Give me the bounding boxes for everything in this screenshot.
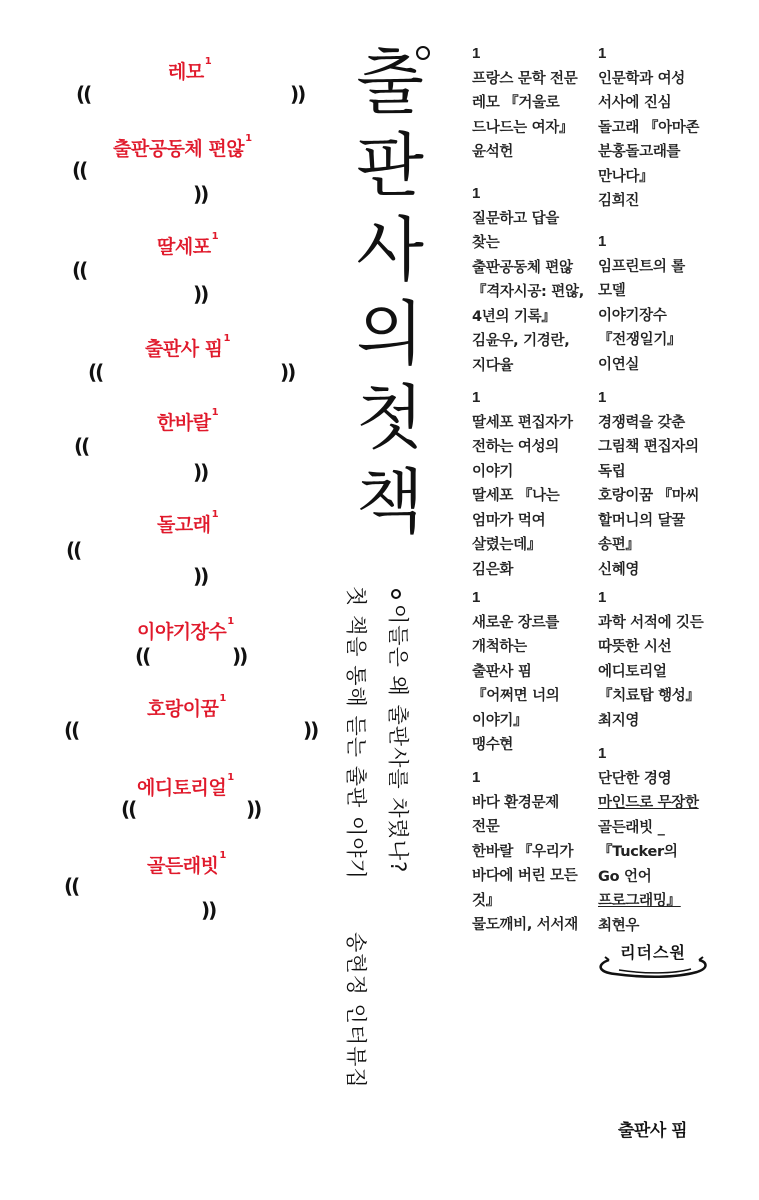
- open-bracket: ((: [64, 874, 79, 898]
- entry-line: 찾는: [472, 235, 500, 251]
- close-bracket: )): [290, 82, 305, 106]
- entry-line: 것』: [472, 892, 500, 909]
- title-char: 사: [356, 209, 424, 291]
- entry-line: 에디토리얼: [598, 663, 667, 680]
- entry-line: 이야기』: [472, 712, 528, 729]
- entry-line: 바다 환경문제: [472, 794, 559, 811]
- entry-line: 이연실: [598, 356, 640, 373]
- entry-line: 지다율: [472, 357, 514, 374]
- entry-line: 신혜영: [598, 561, 640, 578]
- entry-line: 『전쟁일기』: [598, 332, 682, 348]
- entry: [472, 386, 573, 582]
- entry-line: 호랑이꿈 『마씨: [598, 488, 700, 504]
- subtitle-dot-icon: [391, 589, 401, 599]
- open-bracket: ((: [66, 538, 81, 562]
- entry-line: 새로운 장르를: [472, 614, 559, 631]
- entry-line: 윤석헌: [472, 144, 514, 160]
- entry-number: 1: [472, 769, 481, 786]
- entry-line: 프로그래밍』: [598, 893, 681, 909]
- title-char: 출: [356, 41, 424, 123]
- entry-line: 과학 서적에 깃든: [598, 614, 704, 631]
- entry-number: 1: [472, 389, 481, 406]
- entry-line: 전하는 여성의: [472, 439, 559, 455]
- entry-line: 할머니의 달꿀: [598, 512, 685, 529]
- entry-line: 마인드로 무장한: [598, 795, 699, 811]
- open-bracket: ((: [64, 718, 79, 742]
- close-bracket: )): [201, 898, 216, 922]
- entry-line: 서사에 진심: [598, 95, 672, 111]
- close-bracket: )): [303, 718, 318, 742]
- entry-line: 전문: [472, 819, 500, 835]
- publisher-label: 레모$^1$: [168, 56, 212, 83]
- swoosh-icon: [595, 954, 713, 980]
- entry-line: 질문하고 답을: [472, 210, 559, 227]
- close-bracket: )): [193, 182, 208, 206]
- entry-line: 그림책 편집자의: [598, 439, 699, 455]
- subtitle-line-2: 첫 책을 통해 듣는 출판 이야기: [344, 586, 368, 880]
- entry-number: 1: [598, 233, 607, 250]
- publisher-label: 딸세포$^1$: [157, 231, 219, 258]
- publisher-label: 한바랄$^1$: [157, 407, 219, 434]
- entry-line: 맹수현: [472, 737, 514, 753]
- entry-line: 레모 『거울로: [472, 95, 560, 111]
- entry: [598, 386, 699, 582]
- close-bracket: )): [193, 564, 208, 588]
- entry-line: 송편』: [598, 537, 640, 553]
- entry: [598, 586, 703, 733]
- entry-number: 1: [598, 745, 607, 762]
- entry-line: 개척하는: [472, 639, 527, 655]
- publisher-label: 이야기장수$^1$: [137, 616, 234, 643]
- entry-line: 『Tucker의: [598, 844, 678, 860]
- entry-number: 1: [598, 45, 607, 62]
- entry-line: 딸세포 편집자가: [472, 414, 573, 431]
- publisher-label: 돌고래$^1$: [157, 509, 219, 536]
- entry: [598, 230, 685, 377]
- close-bracket: )): [246, 797, 261, 821]
- entry-number: 1: [472, 45, 481, 62]
- publisher-label: 출판공동체 편않$^1$: [113, 133, 252, 160]
- open-bracket: ((: [72, 158, 87, 182]
- entry-number: 1: [472, 185, 481, 202]
- imprint-logo-text: 리더스원: [620, 943, 686, 962]
- open-bracket: ((: [74, 434, 89, 458]
- publisher-logo: 출판사 핌: [618, 1121, 688, 1141]
- entry-line: 만나다』: [598, 168, 654, 185]
- entry-number: 1: [472, 589, 481, 606]
- entry-line: 『격자시공: 편않,: [472, 284, 584, 300]
- title-char: 의: [356, 293, 424, 375]
- publisher-label: 호랑이꿈$^1$: [147, 693, 226, 720]
- entry-line: 바다에 버린 모든: [472, 868, 578, 884]
- entry-line: 물도깨비, 서서재: [472, 917, 578, 933]
- entry-line: 경쟁력을 갖춘: [598, 414, 685, 431]
- entry: [472, 42, 577, 165]
- entry-line: 드나드는 여자』: [472, 119, 574, 136]
- entry-line: 김윤우, 기경란,: [472, 333, 570, 349]
- title-char: 판: [356, 125, 424, 207]
- entry-line: 임프린트의 롤: [598, 258, 685, 275]
- title-char: 첫: [356, 377, 424, 459]
- entry-line: 김은화: [472, 561, 514, 578]
- publisher-label: 골든래빗$^1$: [147, 850, 226, 877]
- entry: [472, 586, 559, 758]
- book-title: [345, 40, 435, 544]
- open-bracket: ((: [88, 360, 103, 384]
- publisher-label: 에디토리얼$^1$: [137, 772, 234, 799]
- close-bracket: )): [193, 282, 208, 306]
- entry-line: 독립: [598, 463, 626, 480]
- close-bracket: )): [193, 460, 208, 484]
- entry: [598, 742, 699, 938]
- entry-line: 출판공동체 편않: [472, 259, 573, 276]
- entry-line: 따뜻한 시선: [598, 639, 672, 655]
- entry-line: 모델: [598, 283, 626, 299]
- entry-line: 『어쩌면 너의: [472, 688, 560, 704]
- publisher-label: 출판사 핌$^1$: [145, 333, 230, 360]
- entry: [472, 766, 578, 938]
- open-bracket: ((: [72, 258, 87, 282]
- entry-line: 프랑스 문학 전문: [472, 70, 578, 87]
- entry: [598, 42, 699, 214]
- entry-line: 『치료탑 행성』: [598, 688, 700, 704]
- entry-line: 김희진: [598, 193, 640, 209]
- entry-line: 골든래빗 _: [598, 819, 665, 836]
- title-char: 책: [356, 461, 424, 543]
- entry-line: 인문학과 여성: [598, 70, 685, 87]
- entry-line: 최현우: [598, 917, 640, 934]
- title-ring-ornament: [416, 46, 430, 60]
- entry-number: 1: [598, 589, 607, 606]
- entry: [472, 182, 584, 378]
- entry-line: 살렸는데』: [472, 537, 542, 553]
- subtitle-line-1: 이들은 왜 출판사를 차렸나?: [386, 604, 410, 874]
- entry-line: 이야기: [472, 463, 514, 480]
- close-bracket: )): [280, 360, 295, 384]
- open-bracket: ((: [135, 644, 150, 668]
- open-bracket: ((: [76, 82, 91, 106]
- author-line: 송현정 인터뷰집: [344, 932, 368, 1089]
- entry-line: 이야기장수: [598, 307, 667, 324]
- entry-line: 출판사 핌: [472, 663, 532, 680]
- imprint-logo: [595, 940, 713, 980]
- entry-line: 분홍돌고래를: [598, 144, 681, 160]
- entry-line: 돌고래 『아마존: [598, 119, 700, 136]
- entry-line: 단단한 경영: [598, 770, 672, 787]
- entry-line: 한바랄 『우리가: [472, 843, 574, 860]
- entry-number: 1: [598, 389, 607, 406]
- close-bracket: )): [232, 644, 247, 668]
- entry-line: 4년의 기록』: [472, 308, 556, 325]
- entry-line: 최지영: [598, 712, 640, 729]
- open-bracket: ((: [121, 797, 136, 821]
- entry-line: 엄마가 먹여: [472, 512, 546, 529]
- entry-line: Go 언어: [598, 868, 652, 885]
- entry-line: 딸세포 『나는: [472, 488, 560, 504]
